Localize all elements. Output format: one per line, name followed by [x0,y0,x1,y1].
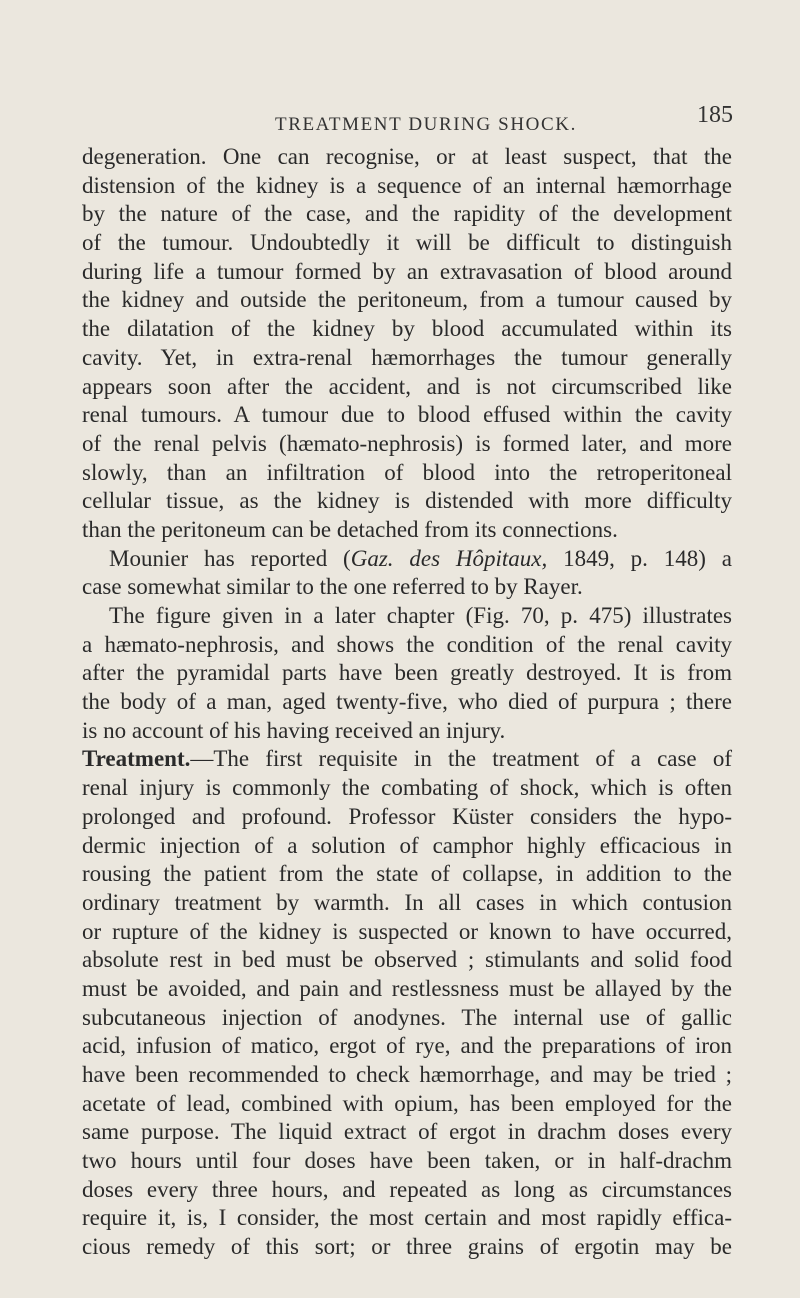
mounier-post: 1849, p. 148) a [547,545,732,571]
text-line: acetate of lead, combined with opium, has been employed for the [82,1090,732,1116]
mounier-pre: Mounier has reported ( [109,545,351,571]
text-line: ordinary treatment by warmth. In all cases in which contusion [82,889,732,915]
text-line: acid, infusion of matico, ergot of rye, and the preparations of iron [82,1033,732,1059]
text-line: cellular tissue, as the kidney is distended with more difficulty [82,488,732,514]
text-line: have been recommended to check hæmorrhage, and may be tried ; [82,1062,732,1087]
text-line: by the nature of the case, and the rapidity of the development [82,201,732,227]
page-number: 185 [697,102,733,128]
mounier-line [82,545,732,574]
text-line: prolonged and profound. Professor Küster considers the hypo- [82,803,732,829]
text-line: the dilatation of the kidney by blood accumulated within its [82,316,732,342]
text-line: or rupture of the kidney is suspected or known to have occurred, [82,918,732,944]
treatment-first-line [82,745,732,774]
text-line: the kidney and outside the peritoneum, from a tumour caused by [82,287,732,313]
text-line: subcutaneous injection of anodynes. The internal use of gallic [82,1004,732,1030]
text-line: degeneration. One can recognise, or at least suspect, that the [82,144,732,169]
text-line: distension of the kidney is a sequence of an internal hæmorrhage [82,172,732,198]
text-line: renal tumours. A tumour due to blood effused within the cavity [82,402,732,428]
text-line: of the renal pelvis (hæmato-nephrosis) is formed later, and more [82,430,732,456]
running-title: TREATMENT DURING SHOCK. [275,114,577,135]
text-line: of the tumour. Undoubtedly it will be difficult to distinguish [82,230,732,256]
text-line: renal injury is commonly the combating of shock, which is often [82,775,732,801]
text-line: must be avoided, and pain and restlessness must be allayed by the [82,975,732,1001]
text-line: The figure given in a later chapter (Fig. 70, p. 475) illustrates [109,603,732,628]
text-line: the body of a man, aged twenty-five, who died of purpura ; there [82,689,732,715]
text-line: case somewhat similar to the one referred to by Rayer. [82,574,583,600]
text-line: cious remedy of this sort; or three grains of ergotin may be [82,1234,732,1260]
text-line: dermic injection of a solution of camphor highly efficacious in [82,832,732,858]
text-line: doses every three hours, and repeated as long as circumstances [82,1176,732,1202]
text-line: rousing the patient from the state of collapse, in addition to the [82,861,732,887]
text-line: after the pyramidal parts have been greatly destroyed. It is from [82,660,732,686]
text-body [82,143,732,1262]
treatment-first-rest: —The first requisite in the treatment of a case of [190,746,732,772]
text-line: appears soon after the accident, and is not circumscribed like [82,373,732,399]
text-line: than the peritoneum can be detached from its connections. [82,516,618,542]
text-line: during life a tumour formed by an extravasation of blood around [82,258,732,284]
text-line: cavity. Yet, in extra-renal hæmorrhages the tumour generally [82,344,732,370]
text-line: is no account of his having received an injury. [82,717,506,743]
text-line: absolute rest in bed must be observed ; stimulants and solid food [82,947,732,973]
text-line: two hours until four doses have been taken, or in half-drachm [82,1148,732,1174]
text-line: require it, is, I consider, the most certain and most rapidly effica- [82,1205,732,1231]
text-line: a hæmato-nephrosis, and shows the condition of the renal cavity [82,631,732,657]
text-line: slowly, than an infiltration of blood into the retroperitoneal [82,459,732,485]
section-heading-treatment: Treatment. [82,746,191,772]
running-header [0,102,800,140]
citation: Gaz. des Hôpitaux, [350,545,548,571]
text-line: same purpose. The liquid extract of ergot in drachm doses every [82,1119,732,1145]
